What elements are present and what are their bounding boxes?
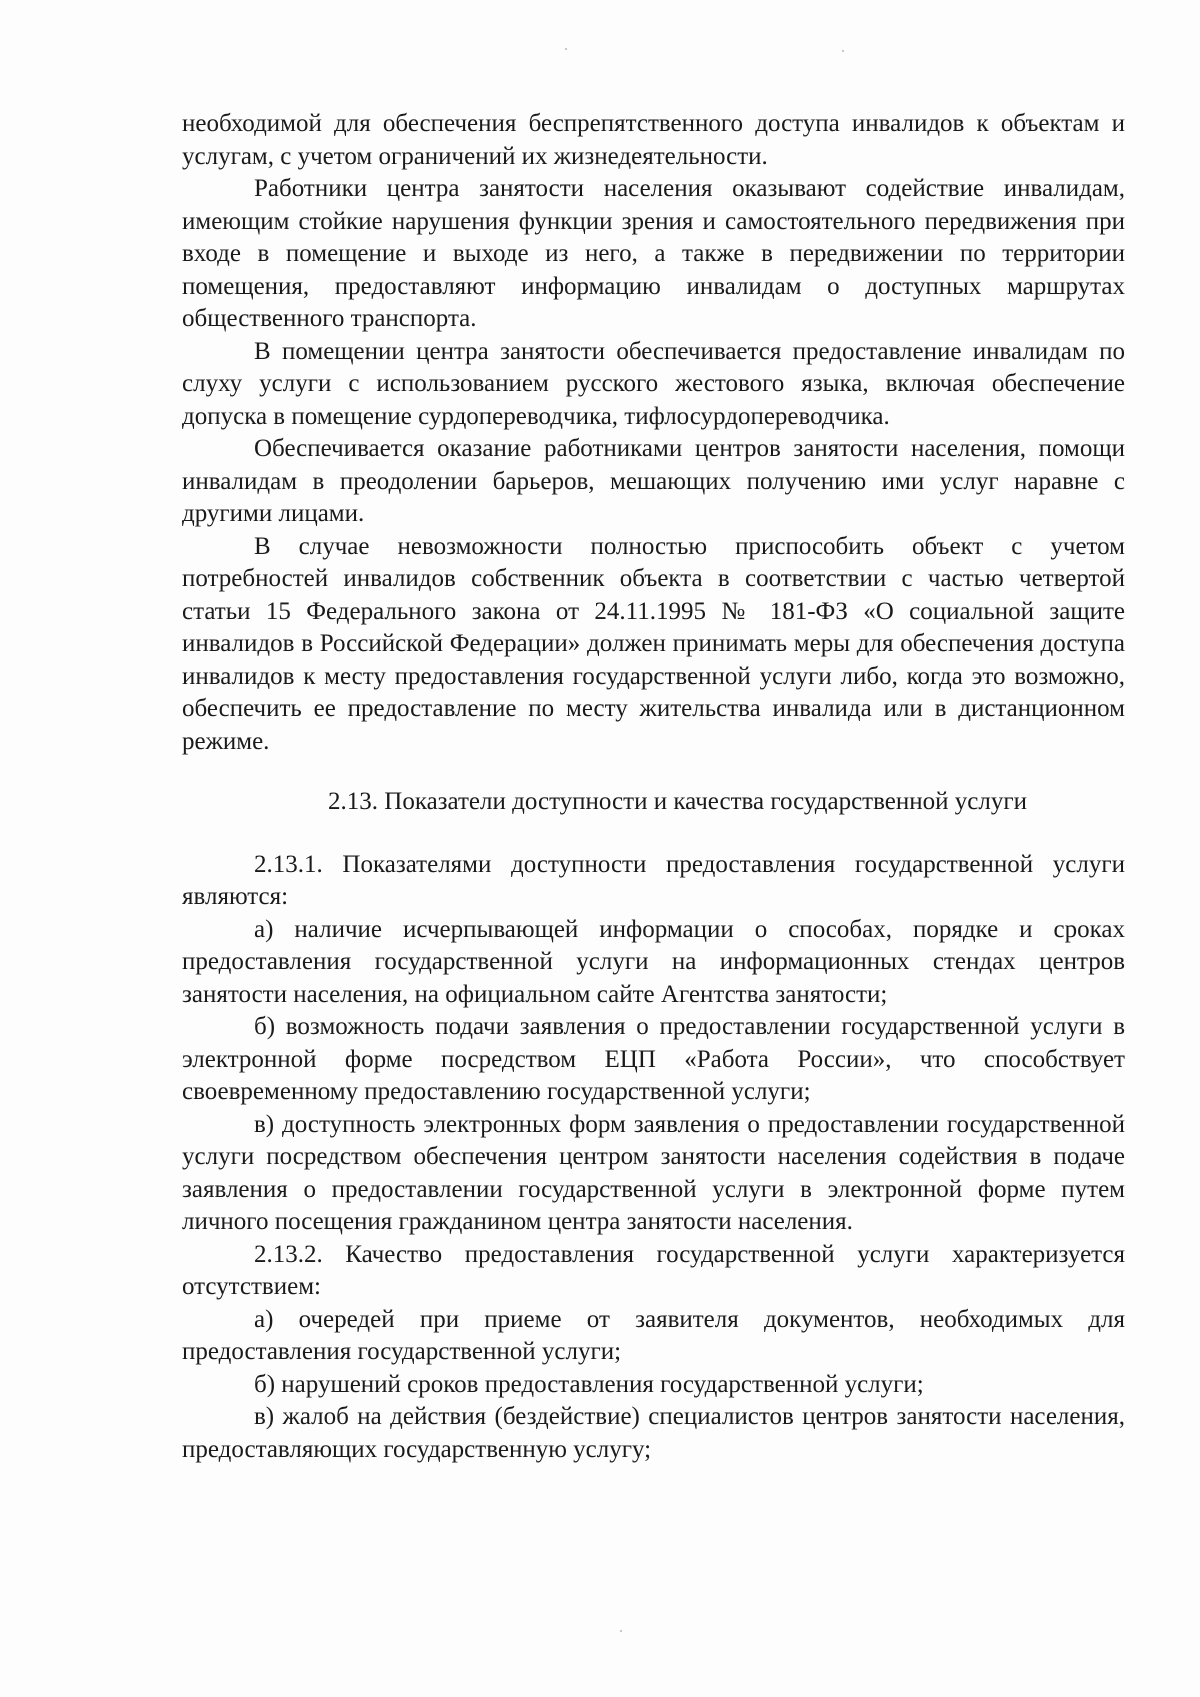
paragraph-owner-obligations: В случае невозможности полностью приспособить объект с учетом потребностей инвалидов собственник объекта в соответствии с частью четвертой статьи 15 Федерального закона от 24.11.1995 № 181-ФЗ «О социальной защите инвалидов в Российской Федерации» должен принимать меры для обеспечения доступа инвалидов к месту предоставления государственной услуги либо, когда это возможно, обеспечить ее предоставление по месту жительства инвалида или в дистанционном режиме.: [182, 532, 1125, 755]
scan-speck: [620, 1630, 622, 1632]
list-item-a-1: а) наличие исчерпывающей информации о способах, порядке и сроках предоставления государственной услуги на информационных стендах центров занятости населения, на официальном сайте Агентства занятости;: [182, 915, 1125, 1008]
paragraph-2-13-1: 2.13.1. Показателями доступности предоставления государственной услуги являются:: [182, 850, 1125, 910]
paragraph-2-13-2: 2.13.2. Качество предоставления государственной услуги характеризуется отсутствием:: [182, 1240, 1125, 1300]
paragraph-continuation: необходимой для обеспечения беспрепятственного доступа инвалидов к объектам и услугам, с учетом ограничений их жизнедеятельности.: [182, 110, 1125, 170]
paragraph-sign-language: В помещении центра занятости обеспечивается предоставление инвалидам по слуху услуги с использованием русского жестового языка, включая обеспечение допуска в помещение сурдопереводчика, тифлосурдопереводчика.: [182, 337, 1125, 430]
scan-speck: [842, 50, 844, 52]
paragraph-barrier-help: Обеспечивается оказание работниками центров занятости населения, помощи инвалидам в преодолении барьеров, мешающих получению ими услуг наравне с другими лицами.: [182, 435, 1125, 527]
list-item-a-2: а) очередей при приеме от заявителя документов, необходимых для предоставления государственной услуги;: [182, 1305, 1125, 1365]
list-item-v-1: в) доступность электронных форм заявления о предоставлении государственной услуги посредством обеспечения центром занятости населения содействия в подаче заявления о предоставлении государственной услуги в электронной форме путем личного посещения гражданином центра занятости населения.: [182, 1110, 1125, 1235]
list-item-v-2: в) жалоб на действия (бездействие) специалистов центров занятости населения, предоставляющих государственную услугу;: [182, 1403, 1125, 1463]
scan-speck: [565, 48, 567, 50]
list-item-b-2: б) нарушений сроков предоставления государственной услуги;: [254, 1370, 924, 1398]
paragraph-employee-assistance: Работники центра занятости населения оказывают содействие инвалидам, имеющим стойкие нарушения функции зрения и самостоятельного передвижения при входе в помещение и выходе из него, а также в передвижении по территории помещения, предоставляют информацию инвалидам о доступных маршрутах общественного транспорта.: [182, 175, 1125, 332]
document-body: [182, 108, 1125, 1466]
list-item-b-1: б) возможность подачи заявления о предоставлении государственной услуги в электронной форме посредством ЕЦП «Работа России», что способствует своевременному предоставлению государственной услуги;: [182, 1013, 1125, 1105]
section-heading: 2.13. Показатели доступности и качества государственной услуги: [328, 788, 1027, 815]
